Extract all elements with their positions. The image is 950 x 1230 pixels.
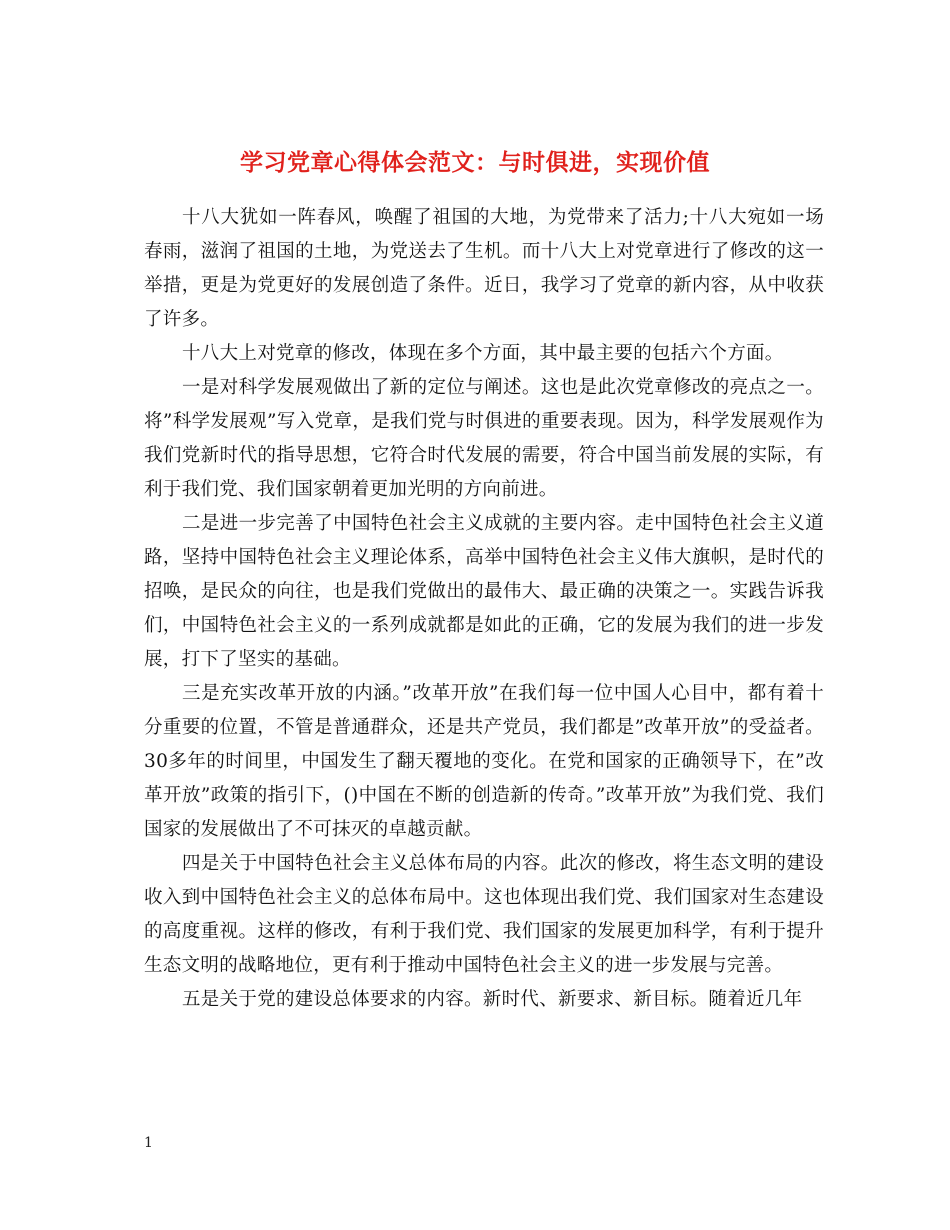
paragraph: 一是对科学发展观做出了新的定位与阐述。这也是此次党章修改的亮点之一。将”科学发展观”写入党章，是我们党与时俱进的重要表现。因为，科学发展观作为我们党新时代的指导思想，它符合时代发展的需要，符合中国当前发展的实际，有利于我们党、我们国家朝着更加光明的方向前进。 xyxy=(144,377,824,500)
paragraph: 十八大上对党章的修改，体现在多个方面，其中最主要的包括六个方面。 xyxy=(182,343,784,364)
paragraph: 五是关于党的建设总体要求的内容。新时代、新要求、新目标。随着近几年 xyxy=(182,989,803,1010)
document-body xyxy=(144,201,824,1017)
paragraph: 十八大犹如一阵春风，唤醒了祖国的大地，为党带来了活力;十八大宛如一场春雨，滋润了祖国的土地，为党送去了生机。而十八大上对党章进行了修改的这一举措，更是为党更好的发展创造了条件。近日，我学习了党章的新内容，从中收获了许多。 xyxy=(144,207,824,330)
page-number: 1 xyxy=(144,1135,153,1151)
document-title: 学习党章心得体会范文：与时俱进，实现价值 xyxy=(240,150,710,177)
paragraph: 二是进一步完善了中国特色社会主义成就的主要内容。走中国特色社会主义道路，坚持中国特色社会主义理论体系，高举中国特色社会主义伟大旗帜，是时代的招唤，是民众的向往，也是我们党做出的最伟大、最正确的决策之一。实践告诉我们，中国特色社会主义的一系列成就都是如此的正确，它的发展为我们的进一步发展，打下了坚实的基础。 xyxy=(144,513,824,670)
paragraph: 三是充实改革开放的内涵。”改革开放”在我们每一位中国人心目中，都有着十分重要的位置，不管是普通群众，还是共产党员，我们都是”改革开放”的受益者。30多年的时间里，中国发生了翻天覆地的变化。在党和国家的正确领导下，在”改革开放”政策的指引下，()中国在不断的创造新的传奇。”改革开放”为我们党、我们国家的发展做出了不可抹灭的卓越贡献。 xyxy=(144,683,824,840)
paragraph: 四是关于中国特色社会主义总体布局的内容。此次的修改，将生态文明的建设收入到中国特色社会主义的总体布局中。这也体现出我们党、我们国家对生态建设的高度重视。这样的修改，有利于我们党、我们国家的发展更加科学，有利于提升生态文明的战略地位，更有利于推动中国特色社会主义的进一步发展与完善。 xyxy=(144,853,824,976)
